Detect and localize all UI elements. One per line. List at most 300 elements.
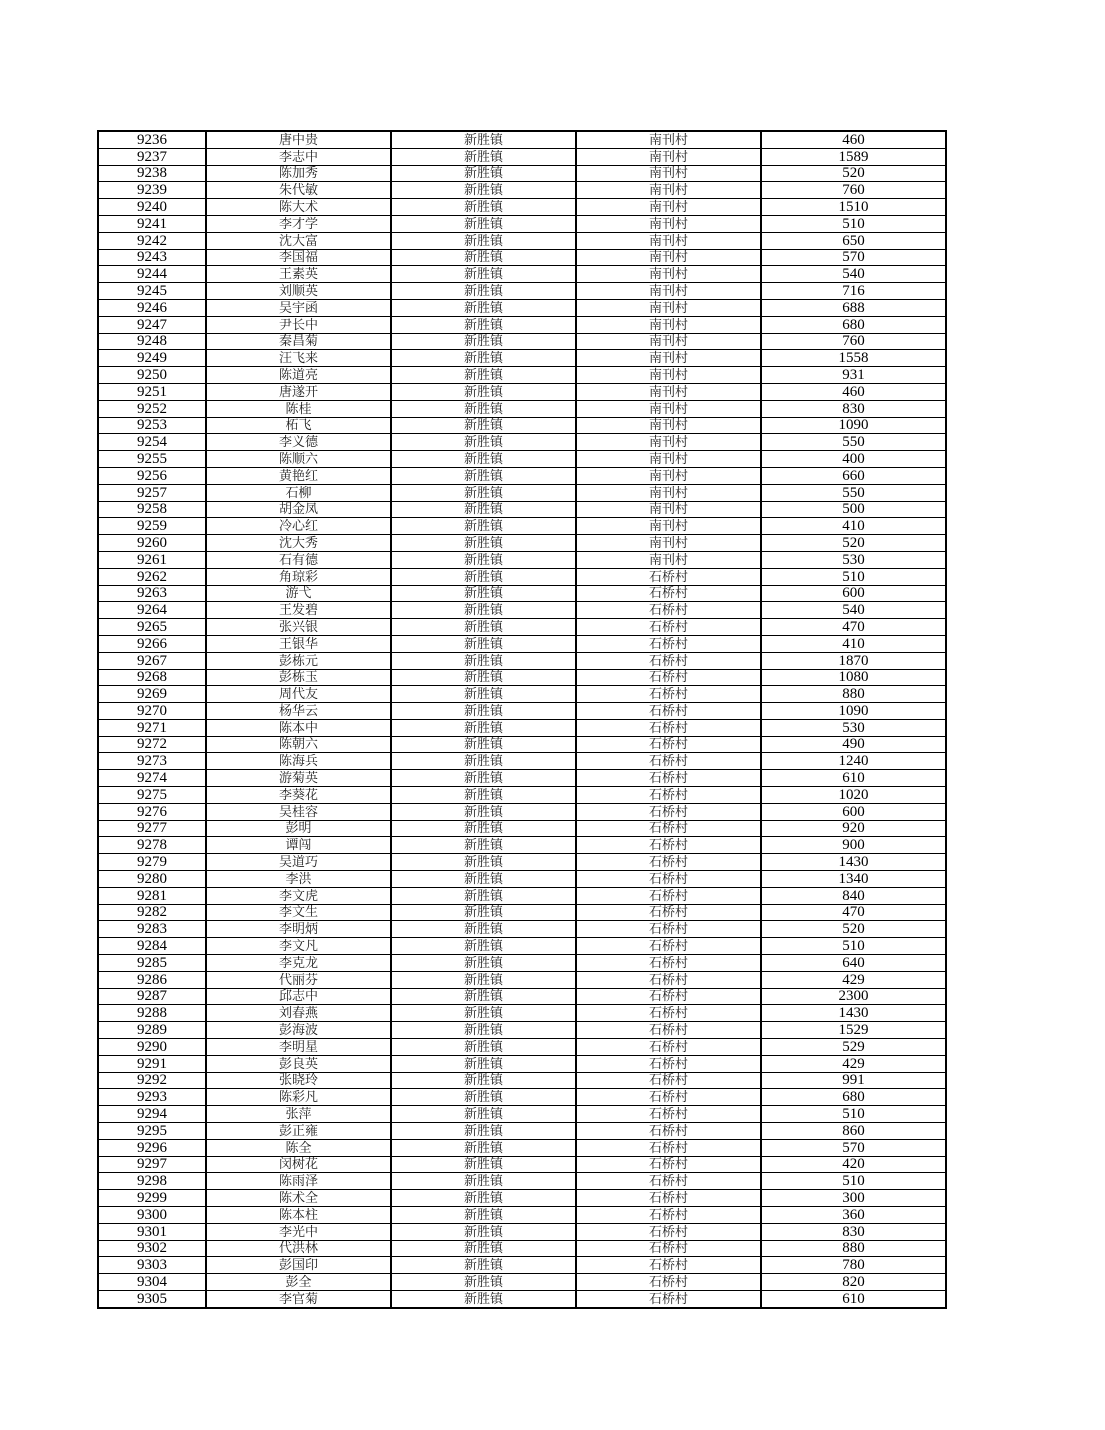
amount-cell: 640 <box>761 955 946 972</box>
town-cell: 新胜镇 <box>391 1072 576 1089</box>
name-cell: 柘飞 <box>206 417 391 434</box>
amount-cell: 460 <box>761 383 946 400</box>
table-row <box>98 1106 946 1123</box>
name-cell: 吴桂容 <box>206 803 391 820</box>
town-cell: 新胜镇 <box>391 316 576 333</box>
village-cell: 南刊村 <box>576 165 761 182</box>
amount-cell: 1090 <box>761 703 946 720</box>
name-cell: 杨华云 <box>206 703 391 720</box>
amount-cell: 570 <box>761 1139 946 1156</box>
town-cell: 新胜镇 <box>391 1274 576 1291</box>
amount-cell: 410 <box>761 518 946 535</box>
name-cell: 游弋 <box>206 585 391 602</box>
amount-cell: 540 <box>761 266 946 283</box>
table-row <box>98 568 946 585</box>
name-cell: 李义德 <box>206 434 391 451</box>
village-cell: 石桥村 <box>576 1274 761 1291</box>
town-cell: 新胜镇 <box>391 299 576 316</box>
amount-cell: 570 <box>761 249 946 266</box>
table-row <box>98 1072 946 1089</box>
town-cell: 新胜镇 <box>391 199 576 216</box>
name-cell: 沈大秀 <box>206 535 391 552</box>
name-cell: 彭正雍 <box>206 1123 391 1140</box>
village-cell: 石桥村 <box>576 1005 761 1022</box>
row-number-cell: 9294 <box>98 1106 206 1123</box>
table-row <box>98 215 946 232</box>
name-cell: 张萍 <box>206 1106 391 1123</box>
town-cell: 新胜镇 <box>391 753 576 770</box>
amount-cell: 510 <box>761 215 946 232</box>
village-cell: 石桥村 <box>576 1156 761 1173</box>
village-cell: 南刊村 <box>576 283 761 300</box>
village-cell: 石桥村 <box>576 619 761 636</box>
row-number-cell: 9257 <box>98 484 206 501</box>
table-row <box>98 988 946 1005</box>
village-cell: 石桥村 <box>576 1022 761 1039</box>
town-cell: 新胜镇 <box>391 1039 576 1056</box>
row-number-cell: 9303 <box>98 1257 206 1274</box>
town-cell: 新胜镇 <box>391 400 576 417</box>
town-cell: 新胜镇 <box>391 182 576 199</box>
name-cell: 张兴银 <box>206 619 391 636</box>
name-cell: 吴道巧 <box>206 854 391 871</box>
village-cell: 南刊村 <box>576 199 761 216</box>
name-cell: 陈雨泽 <box>206 1173 391 1190</box>
town-cell: 新胜镇 <box>391 686 576 703</box>
row-number-cell: 9275 <box>98 787 206 804</box>
table-row <box>98 1223 946 1240</box>
amount-cell: 510 <box>761 568 946 585</box>
village-cell: 石桥村 <box>576 585 761 602</box>
village-cell: 石桥村 <box>576 854 761 871</box>
village-cell: 石桥村 <box>576 1039 761 1056</box>
table-row <box>98 921 946 938</box>
amount-cell: 529 <box>761 1039 946 1056</box>
amount-cell: 830 <box>761 400 946 417</box>
name-cell: 周代友 <box>206 686 391 703</box>
town-cell: 新胜镇 <box>391 871 576 888</box>
village-cell: 南刊村 <box>576 232 761 249</box>
name-cell: 彭全 <box>206 1274 391 1291</box>
row-number-cell: 9278 <box>98 837 206 854</box>
name-cell: 陈道亮 <box>206 367 391 384</box>
table-row <box>98 316 946 333</box>
table-row <box>98 551 946 568</box>
village-cell: 南刊村 <box>576 182 761 199</box>
amount-cell: 520 <box>761 535 946 552</box>
amount-cell: 1090 <box>761 417 946 434</box>
row-number-cell: 9298 <box>98 1173 206 1190</box>
table-row <box>98 1274 946 1291</box>
table-row <box>98 1190 946 1207</box>
row-number-cell: 9292 <box>98 1072 206 1089</box>
table-row <box>98 299 946 316</box>
row-number-cell: 9301 <box>98 1223 206 1240</box>
village-cell: 石桥村 <box>576 1190 761 1207</box>
amount-cell: 920 <box>761 820 946 837</box>
table-row <box>98 837 946 854</box>
row-number-cell: 9304 <box>98 1274 206 1291</box>
row-number-cell: 9283 <box>98 921 206 938</box>
amount-cell: 400 <box>761 451 946 468</box>
village-cell: 南刊村 <box>576 148 761 165</box>
town-cell: 新胜镇 <box>391 971 576 988</box>
amount-cell: 1529 <box>761 1022 946 1039</box>
town-cell: 新胜镇 <box>391 1139 576 1156</box>
village-cell: 南刊村 <box>576 518 761 535</box>
table-row <box>98 803 946 820</box>
row-number-cell: 9253 <box>98 417 206 434</box>
table-row <box>98 1156 946 1173</box>
amount-cell: 410 <box>761 635 946 652</box>
amount-cell: 2300 <box>761 988 946 1005</box>
row-number-cell: 9268 <box>98 669 206 686</box>
amount-cell: 830 <box>761 1223 946 1240</box>
town-cell: 新胜镇 <box>391 501 576 518</box>
name-cell: 王银华 <box>206 635 391 652</box>
row-number-cell: 9261 <box>98 551 206 568</box>
town-cell: 新胜镇 <box>391 215 576 232</box>
row-number-cell: 9273 <box>98 753 206 770</box>
table-row <box>98 266 946 283</box>
table-row <box>98 1173 946 1190</box>
name-cell: 陈加秀 <box>206 165 391 182</box>
roster-body <box>98 131 946 1308</box>
table-row <box>98 719 946 736</box>
row-number-cell: 9263 <box>98 585 206 602</box>
amount-cell: 510 <box>761 1173 946 1190</box>
village-cell: 石桥村 <box>576 1123 761 1140</box>
table-row <box>98 753 946 770</box>
town-cell: 新胜镇 <box>391 518 576 535</box>
name-cell: 角琼彩 <box>206 568 391 585</box>
amount-cell: 688 <box>761 299 946 316</box>
table-row <box>98 199 946 216</box>
name-cell: 闵树花 <box>206 1156 391 1173</box>
name-cell: 沈大富 <box>206 232 391 249</box>
row-number-cell: 9285 <box>98 955 206 972</box>
village-cell: 南刊村 <box>576 367 761 384</box>
village-cell: 石桥村 <box>576 1055 761 1072</box>
row-number-cell: 9252 <box>98 400 206 417</box>
name-cell: 尹长中 <box>206 316 391 333</box>
town-cell: 新胜镇 <box>391 854 576 871</box>
village-cell: 石桥村 <box>576 887 761 904</box>
name-cell: 刘顺英 <box>206 283 391 300</box>
village-cell: 石桥村 <box>576 1223 761 1240</box>
amount-cell: 610 <box>761 770 946 787</box>
amount-cell: 600 <box>761 803 946 820</box>
town-cell: 新胜镇 <box>391 719 576 736</box>
village-cell: 南刊村 <box>576 501 761 518</box>
town-cell: 新胜镇 <box>391 484 576 501</box>
amount-cell: 650 <box>761 232 946 249</box>
amount-cell: 820 <box>761 1274 946 1291</box>
name-cell: 唐中贵 <box>206 131 391 148</box>
town-cell: 新胜镇 <box>391 249 576 266</box>
row-number-cell: 9299 <box>98 1190 206 1207</box>
name-cell: 彭海波 <box>206 1022 391 1039</box>
table-row <box>98 165 946 182</box>
town-cell: 新胜镇 <box>391 803 576 820</box>
name-cell: 石有德 <box>206 551 391 568</box>
table-row <box>98 854 946 871</box>
row-number-cell: 9276 <box>98 803 206 820</box>
row-number-cell: 9242 <box>98 232 206 249</box>
town-cell: 新胜镇 <box>391 602 576 619</box>
village-cell: 石桥村 <box>576 770 761 787</box>
name-cell: 李明星 <box>206 1039 391 1056</box>
name-cell: 谭闯 <box>206 837 391 854</box>
amount-cell: 490 <box>761 736 946 753</box>
row-number-cell: 9241 <box>98 215 206 232</box>
table-row <box>98 501 946 518</box>
name-cell: 李文虎 <box>206 887 391 904</box>
name-cell: 李志中 <box>206 148 391 165</box>
town-cell: 新胜镇 <box>391 820 576 837</box>
village-cell: 石桥村 <box>576 1257 761 1274</box>
table-row <box>98 249 946 266</box>
village-cell: 南刊村 <box>576 417 761 434</box>
amount-cell: 1020 <box>761 787 946 804</box>
table-row <box>98 1055 946 1072</box>
village-cell: 南刊村 <box>576 383 761 400</box>
table-row <box>98 635 946 652</box>
table-row <box>98 383 946 400</box>
village-cell: 南刊村 <box>576 316 761 333</box>
village-cell: 南刊村 <box>576 484 761 501</box>
table-row <box>98 434 946 451</box>
amount-cell: 530 <box>761 551 946 568</box>
table-row <box>98 585 946 602</box>
amount-cell: 680 <box>761 1089 946 1106</box>
row-number-cell: 9247 <box>98 316 206 333</box>
town-cell: 新胜镇 <box>391 703 576 720</box>
table-row <box>98 182 946 199</box>
village-cell: 石桥村 <box>576 1106 761 1123</box>
row-number-cell: 9291 <box>98 1055 206 1072</box>
amount-cell: 900 <box>761 837 946 854</box>
row-number-cell: 9254 <box>98 434 206 451</box>
name-cell: 陈海兵 <box>206 753 391 770</box>
amount-cell: 540 <box>761 602 946 619</box>
village-cell: 南刊村 <box>576 333 761 350</box>
row-number-cell: 9305 <box>98 1290 206 1307</box>
village-cell: 石桥村 <box>576 971 761 988</box>
town-cell: 新胜镇 <box>391 887 576 904</box>
table-row <box>98 400 946 417</box>
row-number-cell: 9302 <box>98 1240 206 1257</box>
table-row <box>98 1139 946 1156</box>
row-number-cell: 9269 <box>98 686 206 703</box>
table-row <box>98 283 946 300</box>
table-row <box>98 333 946 350</box>
name-cell: 石柳 <box>206 484 391 501</box>
name-cell: 代丽芬 <box>206 971 391 988</box>
village-cell: 石桥村 <box>576 1072 761 1089</box>
village-cell: 石桥村 <box>576 686 761 703</box>
amount-cell: 780 <box>761 1257 946 1274</box>
table-row <box>98 602 946 619</box>
amount-cell: 550 <box>761 484 946 501</box>
name-cell: 李洪 <box>206 871 391 888</box>
village-cell: 南刊村 <box>576 400 761 417</box>
table-row <box>98 1022 946 1039</box>
amount-cell: 510 <box>761 1106 946 1123</box>
amount-cell: 510 <box>761 938 946 955</box>
village-cell: 南刊村 <box>576 535 761 552</box>
village-cell: 石桥村 <box>576 1290 761 1307</box>
row-number-cell: 9270 <box>98 703 206 720</box>
table-row <box>98 518 946 535</box>
row-number-cell: 9256 <box>98 467 206 484</box>
village-cell: 南刊村 <box>576 249 761 266</box>
table-row <box>98 148 946 165</box>
row-number-cell: 9267 <box>98 652 206 669</box>
name-cell: 张晓玲 <box>206 1072 391 1089</box>
amount-cell: 360 <box>761 1207 946 1224</box>
amount-cell: 760 <box>761 182 946 199</box>
village-cell: 石桥村 <box>576 703 761 720</box>
table-row <box>98 887 946 904</box>
row-number-cell: 9300 <box>98 1207 206 1224</box>
village-cell: 石桥村 <box>576 736 761 753</box>
row-number-cell: 9246 <box>98 299 206 316</box>
name-cell: 刘春燕 <box>206 1005 391 1022</box>
town-cell: 新胜镇 <box>391 451 576 468</box>
village-cell: 南刊村 <box>576 467 761 484</box>
amount-cell: 660 <box>761 467 946 484</box>
row-number-cell: 9251 <box>98 383 206 400</box>
amount-cell: 1340 <box>761 871 946 888</box>
row-number-cell: 9248 <box>98 333 206 350</box>
table-row <box>98 467 946 484</box>
table-row <box>98 971 946 988</box>
village-cell: 石桥村 <box>576 988 761 1005</box>
village-cell: 石桥村 <box>576 753 761 770</box>
table-row <box>98 484 946 501</box>
row-number-cell: 9277 <box>98 820 206 837</box>
row-number-cell: 9240 <box>98 199 206 216</box>
name-cell: 王素英 <box>206 266 391 283</box>
village-cell: 石桥村 <box>576 635 761 652</box>
name-cell: 彭国印 <box>206 1257 391 1274</box>
name-cell: 唐遂开 <box>206 383 391 400</box>
amount-cell: 1430 <box>761 854 946 871</box>
town-cell: 新胜镇 <box>391 1156 576 1173</box>
town-cell: 新胜镇 <box>391 1055 576 1072</box>
row-number-cell: 9274 <box>98 770 206 787</box>
name-cell: 李国福 <box>206 249 391 266</box>
subsidy-roster-table <box>97 130 947 1309</box>
name-cell: 陈大术 <box>206 199 391 216</box>
name-cell: 游菊英 <box>206 770 391 787</box>
amount-cell: 520 <box>761 165 946 182</box>
town-cell: 新胜镇 <box>391 131 576 148</box>
table-row <box>98 686 946 703</box>
row-number-cell: 9286 <box>98 971 206 988</box>
name-cell: 李明炳 <box>206 921 391 938</box>
village-cell: 石桥村 <box>576 955 761 972</box>
row-number-cell: 9244 <box>98 266 206 283</box>
town-cell: 新胜镇 <box>391 1290 576 1307</box>
name-cell: 彭明 <box>206 820 391 837</box>
name-cell: 陈本柱 <box>206 1207 391 1224</box>
table-row <box>98 1039 946 1056</box>
amount-cell: 716 <box>761 283 946 300</box>
table-row <box>98 535 946 552</box>
village-cell: 石桥村 <box>576 803 761 820</box>
table-row <box>98 1089 946 1106</box>
name-cell: 李克龙 <box>206 955 391 972</box>
town-cell: 新胜镇 <box>391 921 576 938</box>
row-number-cell: 9284 <box>98 938 206 955</box>
town-cell: 新胜镇 <box>391 1257 576 1274</box>
village-cell: 石桥村 <box>576 652 761 669</box>
table-row <box>98 367 946 384</box>
table-row <box>98 669 946 686</box>
table-row <box>98 955 946 972</box>
town-cell: 新胜镇 <box>391 1240 576 1257</box>
row-number-cell: 9239 <box>98 182 206 199</box>
row-number-cell: 9264 <box>98 602 206 619</box>
amount-cell: 530 <box>761 719 946 736</box>
town-cell: 新胜镇 <box>391 283 576 300</box>
amount-cell: 680 <box>761 316 946 333</box>
village-cell: 石桥村 <box>576 1207 761 1224</box>
town-cell: 新胜镇 <box>391 232 576 249</box>
town-cell: 新胜镇 <box>391 367 576 384</box>
village-cell: 石桥村 <box>576 904 761 921</box>
town-cell: 新胜镇 <box>391 988 576 1005</box>
row-number-cell: 9280 <box>98 871 206 888</box>
name-cell: 陈术全 <box>206 1190 391 1207</box>
amount-cell: 1870 <box>761 652 946 669</box>
village-cell: 石桥村 <box>576 1173 761 1190</box>
town-cell: 新胜镇 <box>391 669 576 686</box>
town-cell: 新胜镇 <box>391 770 576 787</box>
town-cell: 新胜镇 <box>391 619 576 636</box>
name-cell: 朱代敏 <box>206 182 391 199</box>
name-cell: 李才学 <box>206 215 391 232</box>
village-cell: 南刊村 <box>576 215 761 232</box>
row-number-cell: 9297 <box>98 1156 206 1173</box>
amount-cell: 429 <box>761 971 946 988</box>
row-number-cell: 9289 <box>98 1022 206 1039</box>
village-cell: 南刊村 <box>576 131 761 148</box>
row-number-cell: 9266 <box>98 635 206 652</box>
row-number-cell: 9237 <box>98 148 206 165</box>
amount-cell: 1430 <box>761 1005 946 1022</box>
amount-cell: 600 <box>761 585 946 602</box>
table-row <box>98 417 946 434</box>
name-cell: 李葵花 <box>206 787 391 804</box>
village-cell: 石桥村 <box>576 602 761 619</box>
town-cell: 新胜镇 <box>391 787 576 804</box>
row-number-cell: 9236 <box>98 131 206 148</box>
amount-cell: 1510 <box>761 199 946 216</box>
amount-cell: 429 <box>761 1055 946 1072</box>
amount-cell: 880 <box>761 686 946 703</box>
name-cell: 黄艳红 <box>206 467 391 484</box>
town-cell: 新胜镇 <box>391 1190 576 1207</box>
town-cell: 新胜镇 <box>391 467 576 484</box>
row-number-cell: 9243 <box>98 249 206 266</box>
amount-cell: 470 <box>761 904 946 921</box>
town-cell: 新胜镇 <box>391 1022 576 1039</box>
name-cell: 吴宇函 <box>206 299 391 316</box>
table-row <box>98 787 946 804</box>
